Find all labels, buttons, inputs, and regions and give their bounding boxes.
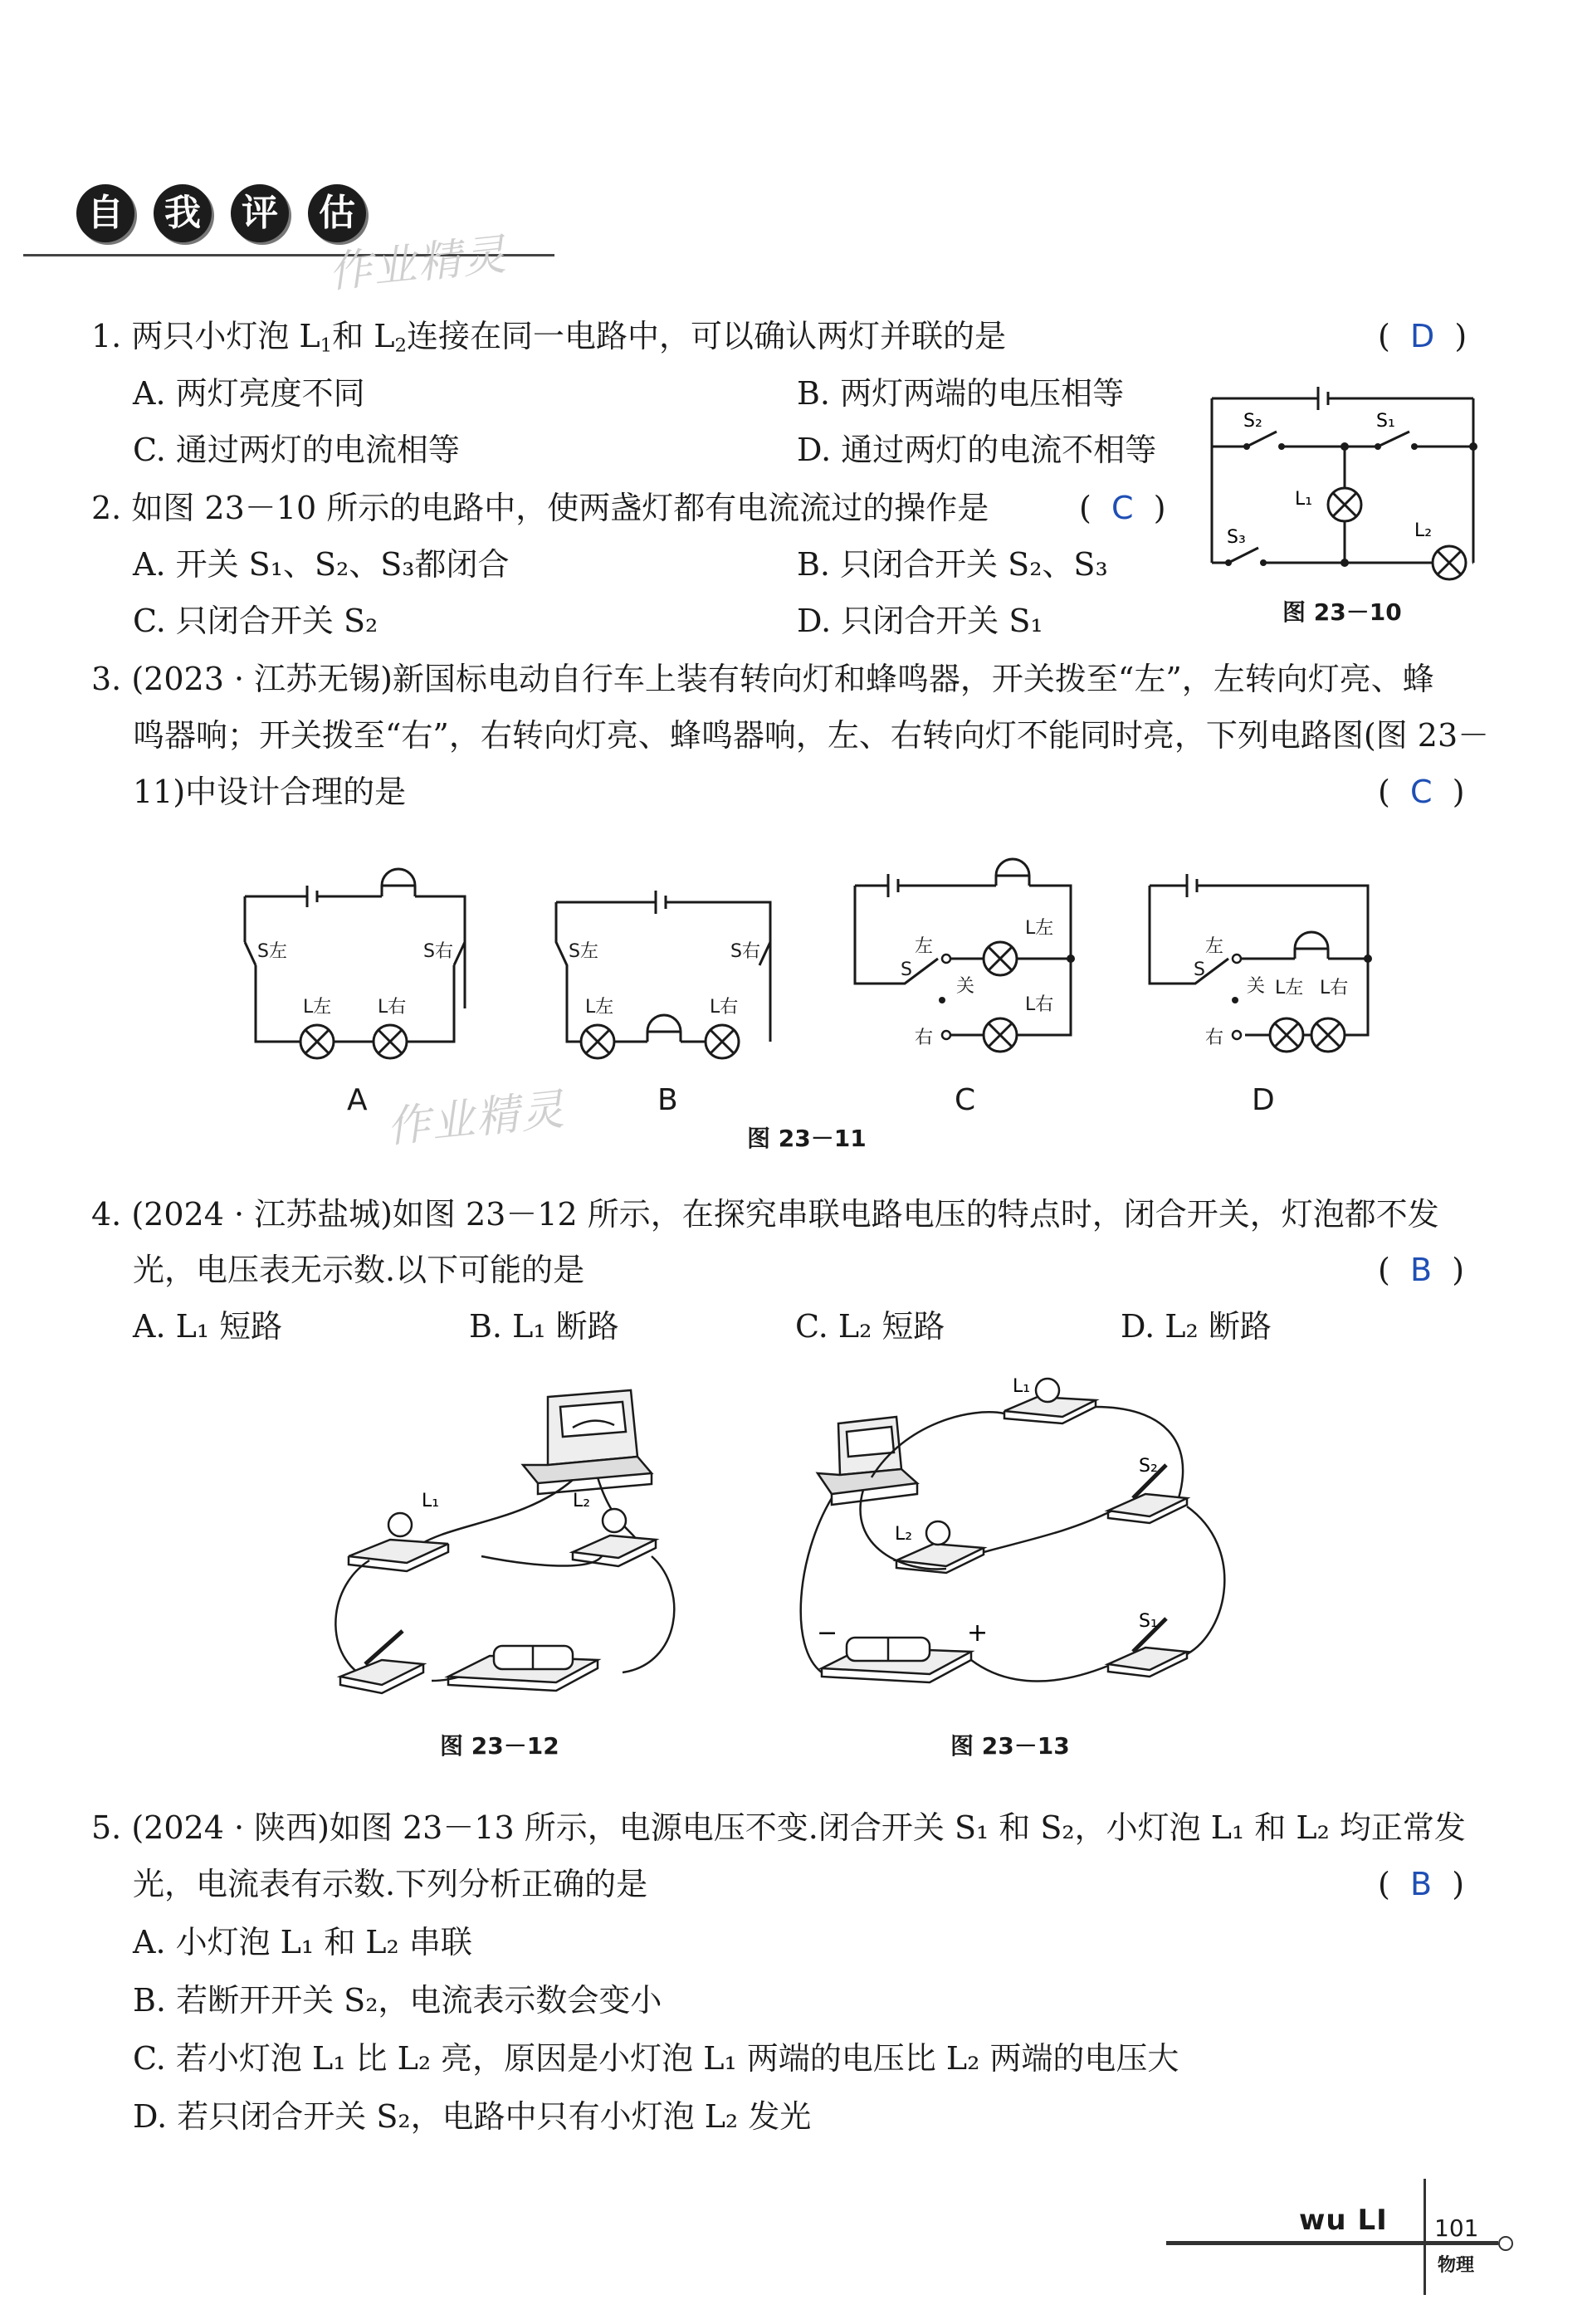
fig11-option-d: D [1252, 1083, 1275, 1117]
q5-option-a: A. 小灯泡 L₁ 和 L₂ 串联 [133, 1924, 472, 1960]
fig11c-label-left: 左 [915, 936, 934, 957]
fig13-label-l1: L₁ [1013, 1376, 1031, 1397]
q2-stem: 2. 如图 23－10 所示的电路中，使两盏灯都有电流流过的操作是 [91, 490, 989, 526]
q4-option-b: B. L₁ 断路 [469, 1308, 619, 1345]
fig13-label-minus: − [817, 1618, 838, 1648]
fig10-label-s1: S₁ [1376, 411, 1395, 432]
fig11d-label-ll: L左 [1275, 978, 1304, 998]
q4-line-2: 光，电压表无示数.以下可能的是 [133, 1252, 585, 1288]
figure-23-11-caption: 图 23－11 [747, 1125, 867, 1152]
figure-23-13 [780, 1374, 1245, 1714]
q2-answer: ( C ) [1079, 490, 1166, 526]
fig10-label-l2: L₂ [1414, 520, 1433, 541]
footer-divider [1424, 2179, 1426, 2295]
header-badge-4: 估 [308, 184, 366, 242]
figure-watermark: 作业精灵 [384, 1084, 569, 1154]
figure-23-10 [1195, 380, 1486, 596]
fig11a-label-sl: S左 [257, 941, 287, 962]
q1-option-b: B. 两灯两端的电压相等 [797, 375, 1125, 412]
q1-stem: 1. 两只小灯泡 $L_1$和 $L_2$连接在同一电路中，可以确认两灯并联的是 [91, 318, 1007, 357]
fig13-label-plus: + [967, 1618, 989, 1648]
fig11-option-b: B [657, 1083, 678, 1117]
fig11c-label-guan: 关 [956, 976, 975, 997]
q4-option-a: A. L₁ 短路 [133, 1308, 283, 1345]
fig13-label-l2: L₂ [895, 1524, 913, 1545]
header-badge-1: 自 [76, 184, 134, 242]
q5-line-2: 光，电流表有示数.下列分析正确的是 [133, 1866, 648, 1902]
q1-option-c: C. 通过两灯的电流相等 [133, 432, 460, 468]
fig12-label-l1: L₁ [422, 1491, 440, 1511]
page-number: 101 [1434, 2214, 1479, 2242]
q2-option-c: C. 只闭合开关 S₂ [133, 603, 378, 639]
fig11a-label-ll: L左 [303, 997, 332, 1018]
fig11d-label-guan: 关 [1247, 976, 1266, 997]
q5-answer: ( B ) [1378, 1866, 1465, 1902]
fig10-label-s3: S₃ [1227, 527, 1246, 548]
fig11b-label-lr: L右 [710, 997, 739, 1018]
figure-23-10-caption: 图 23－10 [1282, 598, 1402, 626]
fig11c-label-right: 右 [915, 1028, 934, 1048]
fig11b-label-sr: S右 [730, 941, 760, 962]
q5-line-1: 5. (2024 · 陕西)如图 23－13 所示，电源电压不变.闭合开关 S₁ 和 S₂，小灯泡 L₁ 和 L₂ 均正常发 [91, 1809, 1466, 1846]
fig12-label-l2: L₂ [573, 1491, 591, 1511]
footer-subject: 物理 [1438, 2254, 1475, 2276]
q2-option-b: B. 只闭合开关 S₂、S₃ [797, 546, 1108, 583]
q5-option-d: D. 若只闭合开关 S₂，电路中只有小灯泡 L₂ 发光 [133, 2098, 812, 2135]
footer-rule-end [1498, 2236, 1513, 2251]
fig11c-label-ll: L左 [1025, 918, 1054, 939]
q5-option-c: C. 若小灯泡 L₁ 比 L₂ 亮，原因是小灯泡 L₁ 两端的电压比 L₂ 两端的电压大 [133, 2040, 1179, 2077]
fig11b-label-sl: S左 [569, 941, 598, 962]
fig11a-label-lr: L右 [378, 997, 407, 1018]
fig11b-label-ll: L左 [585, 997, 614, 1018]
header-watermark: 作业精灵 [326, 229, 510, 299]
q1-option-d: D. 通过两灯的电流不相等 [797, 432, 1157, 468]
fig10-label-s2: S₂ [1243, 411, 1262, 432]
fig11c-label-s: S [901, 959, 912, 980]
q3-line-1: 3. (2023 · 江苏无锡)新国标电动自行车上装有转向灯和蜂鸣器，开关拨至“左”，左转向灯亮、蜂 [91, 661, 1434, 697]
q2-option-d: D. 只闭合开关 S₁ [797, 603, 1043, 639]
q4-answer: ( B ) [1378, 1252, 1465, 1288]
q4-option-d: D. L₂ 断路 [1121, 1308, 1272, 1345]
fig11d-label-s: S [1194, 959, 1205, 980]
header-badge-2: 我 [154, 184, 212, 242]
q4-line-1: 4. (2024 · 江苏盐城)如图 23－12 所示，在探究串联电路电压的特点时，闭合开关，灯泡都不发 [91, 1196, 1439, 1233]
fig13-label-s1: S₁ [1139, 1611, 1158, 1632]
q1-option-a: A. 两灯亮度不同 [133, 375, 365, 412]
fig11c-label-lr: L右 [1025, 994, 1054, 1015]
q3-answer: ( C ) [1378, 774, 1465, 810]
header-badge-3: 评 [231, 184, 289, 242]
footer-brand: wu LI [1299, 2204, 1388, 2237]
fig11-option-a: A [347, 1083, 368, 1117]
figure-23-13-caption: 图 23－13 [950, 1732, 1070, 1760]
figure-23-12 [324, 1382, 689, 1714]
fig11d-label-lr: L右 [1320, 978, 1349, 998]
q5-option-b: B. 若断开开关 S₂，电流表示数会变小 [133, 1982, 662, 2019]
fig11d-label-left: 左 [1205, 936, 1224, 957]
fig11d-label-right: 右 [1205, 1028, 1224, 1048]
q3-line-2: 鸣器响；开关拨至“右”，右转向灯亮、蜂鸣器响，左、右转向灯不能同时亮，下列电路图(图 23－ [133, 717, 1490, 754]
fig10-label-l1: L₁ [1295, 489, 1313, 510]
q3-line-3: 11)中设计合理的是 [133, 774, 407, 810]
fig11a-label-sr: S右 [423, 941, 453, 962]
q4-option-c: C. L₂ 短路 [795, 1308, 945, 1345]
fig13-label-s2: S₂ [1139, 1456, 1158, 1477]
q2-option-a: A. 开关 S₁、S₂、S₃都闭合 [133, 546, 510, 583]
q1-answer: ( D ) [1378, 318, 1467, 354]
fig11-option-c: C [955, 1083, 976, 1117]
figure-23-12-caption: 图 23－12 [440, 1732, 559, 1760]
